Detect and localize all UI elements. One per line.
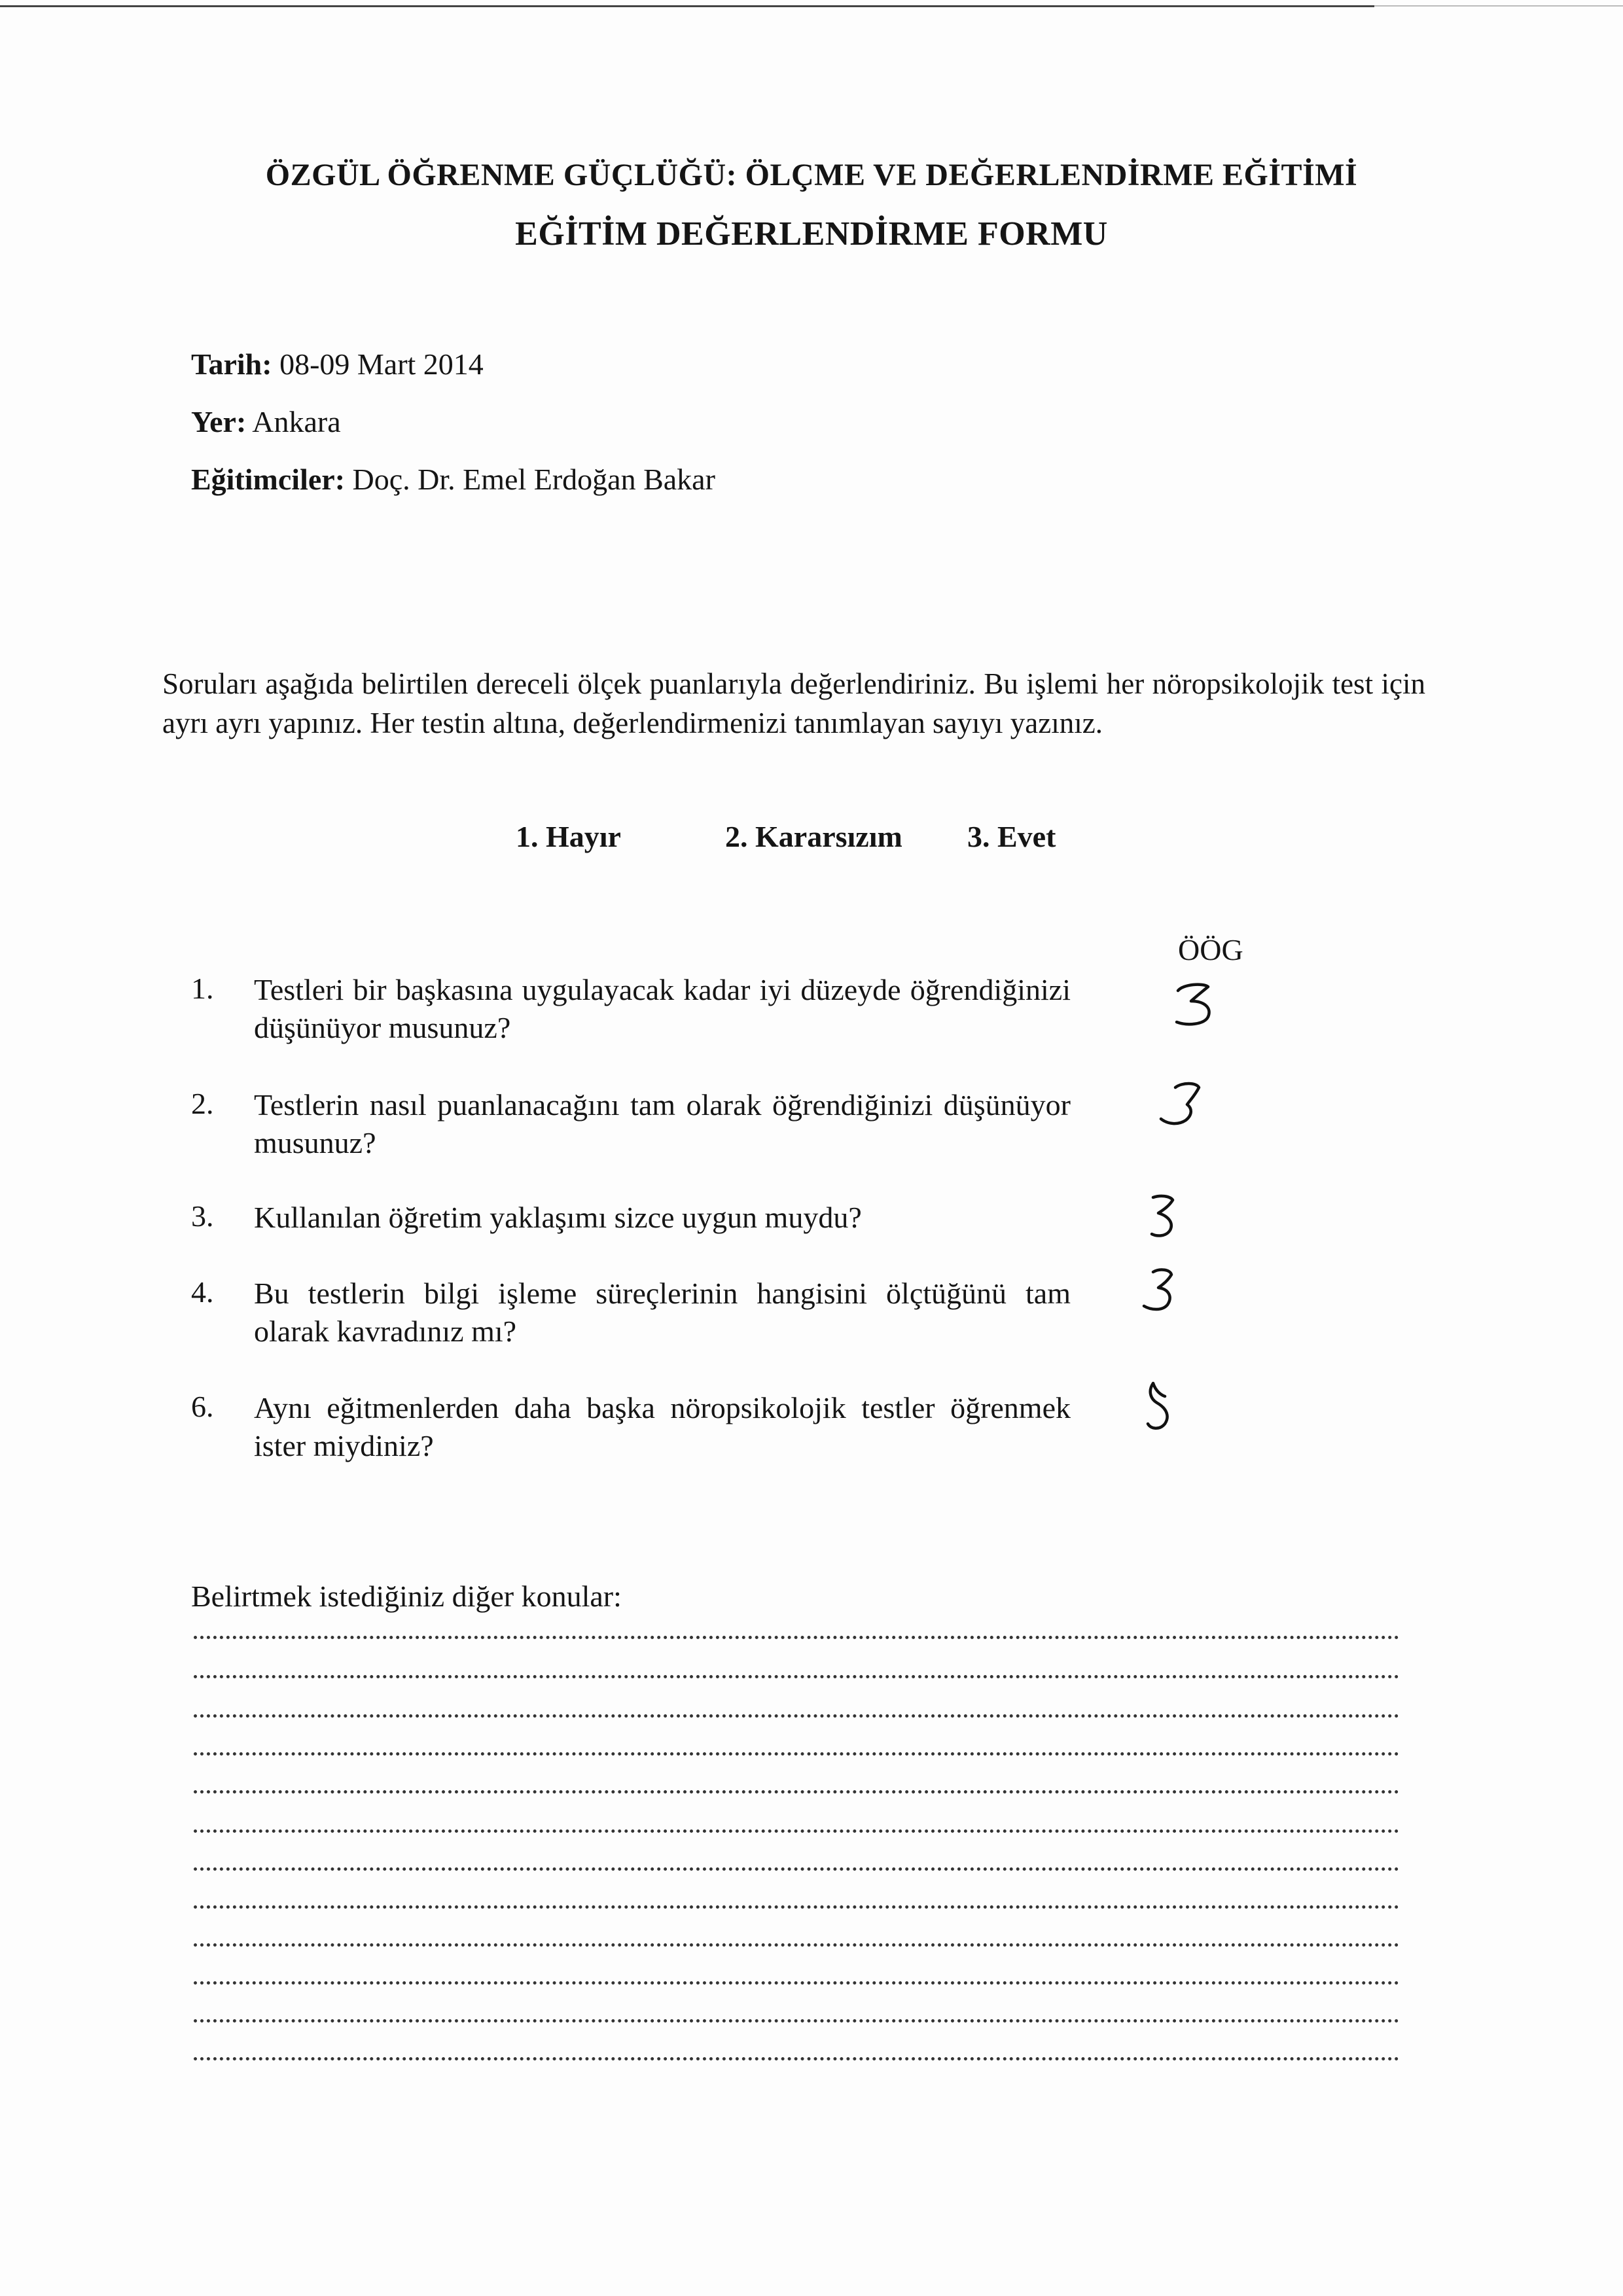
answer-line[interactable]	[194, 1905, 1399, 1909]
other-topics-label: Belirtmek istediğiniz diğer konular:	[191, 1580, 622, 1613]
scale-option-yes: 3. Evet	[967, 820, 1056, 853]
answer-line[interactable]	[194, 1981, 1399, 1985]
form-title: ÖZGÜL ÖĞRENME GÜÇLÜĞÜ: ÖLÇME VE DEĞERLENDİRME EĞİTİMİ	[265, 158, 1358, 192]
handwritten-digit-icon	[1144, 1190, 1196, 1242]
top-border-line-faint	[1374, 5, 1623, 7]
answer-line[interactable]	[194, 1675, 1399, 1678]
meta-trainers-label: Eğitimciler:	[191, 463, 346, 496]
handwritten-answer-1	[1171, 979, 1230, 1031]
question-text: Bu testlerin bilgi işleme süreçlerinin hangisini ölçtüğünü tam olarak kavradınız mı?	[254, 1277, 1071, 1348]
question-text: Aynı eğitmenlerden daha başka nöropsikolojik testler öğrenmek ister miydiniz?	[254, 1391, 1071, 1462]
meta-trainers	[191, 462, 715, 497]
question-text: Kullanılan öğretim yaklaşımı sizce uygun muydu?	[254, 1201, 862, 1234]
handwritten-digit-icon	[1137, 1377, 1190, 1436]
answer-line[interactable]	[194, 2019, 1399, 2022]
question-number: 4.	[191, 1275, 214, 1309]
answer-line[interactable]	[194, 1829, 1399, 1833]
answer-column-header: ÖÖG	[1178, 933, 1243, 966]
answer-line[interactable]	[194, 1636, 1399, 1639]
handwritten-digit-icon	[1171, 979, 1230, 1031]
instructions-paragraph: Soruları aşağıda belirtilen dereceli ölçek puanlarıyla değerlendiriniz. Bu işlemi her nöropsikolojik test için ayrı ayrı yapınız. Her testin altına, değerlendirmenizi tanımlayan sayıyı yazınız.	[162, 667, 1425, 739]
question-number: 6.	[191, 1390, 214, 1423]
answer-line[interactable]	[194, 1867, 1399, 1871]
meta-trainers-value: Doç. Dr. Emel Erdoğan Bakar	[352, 463, 715, 496]
top-border-line	[0, 5, 1374, 7]
handwritten-answer-4	[1139, 1264, 1191, 1316]
meta-date-value: 08-09 Mart 2014	[279, 347, 484, 381]
answer-line[interactable]	[194, 1943, 1399, 1947]
scale-option-undecided: 2. Kararsızım	[725, 820, 902, 853]
meta-date	[191, 347, 484, 381]
meta-place-value: Ankara	[252, 405, 341, 438]
meta-place	[191, 404, 341, 439]
question-number: 3.	[191, 1199, 214, 1233]
answer-line[interactable]	[194, 1752, 1399, 1756]
answer-line[interactable]	[194, 2057, 1399, 2060]
meta-date-label: Tarih:	[191, 347, 272, 381]
handwritten-answer-2	[1156, 1078, 1215, 1131]
question-text: Testleri bir başkasına uygulayacak kadar iyi düzeyde öğrendiğinizi düşünüyor musunuz?	[254, 973, 1071, 1044]
answer-line[interactable]	[194, 1790, 1399, 1793]
question-number: 1.	[191, 972, 214, 1005]
handwritten-digit-icon	[1139, 1264, 1191, 1316]
handwritten-answer-3	[1144, 1190, 1196, 1242]
question-number: 2.	[191, 1087, 214, 1120]
scale-option-no: 1. Hayır	[516, 820, 621, 853]
handwritten-digit-icon	[1156, 1078, 1215, 1131]
meta-place-label: Yer:	[191, 405, 247, 438]
form-subtitle: EĞİTİM DEĞERLENDİRME FORMU	[515, 215, 1108, 253]
question-text: Testlerin nasıl puanlanacağını tam olarak öğrendiğinizi düşünüyor musunuz?	[254, 1088, 1071, 1159]
answer-line[interactable]	[194, 1714, 1399, 1718]
handwritten-answer-6	[1137, 1377, 1190, 1436]
